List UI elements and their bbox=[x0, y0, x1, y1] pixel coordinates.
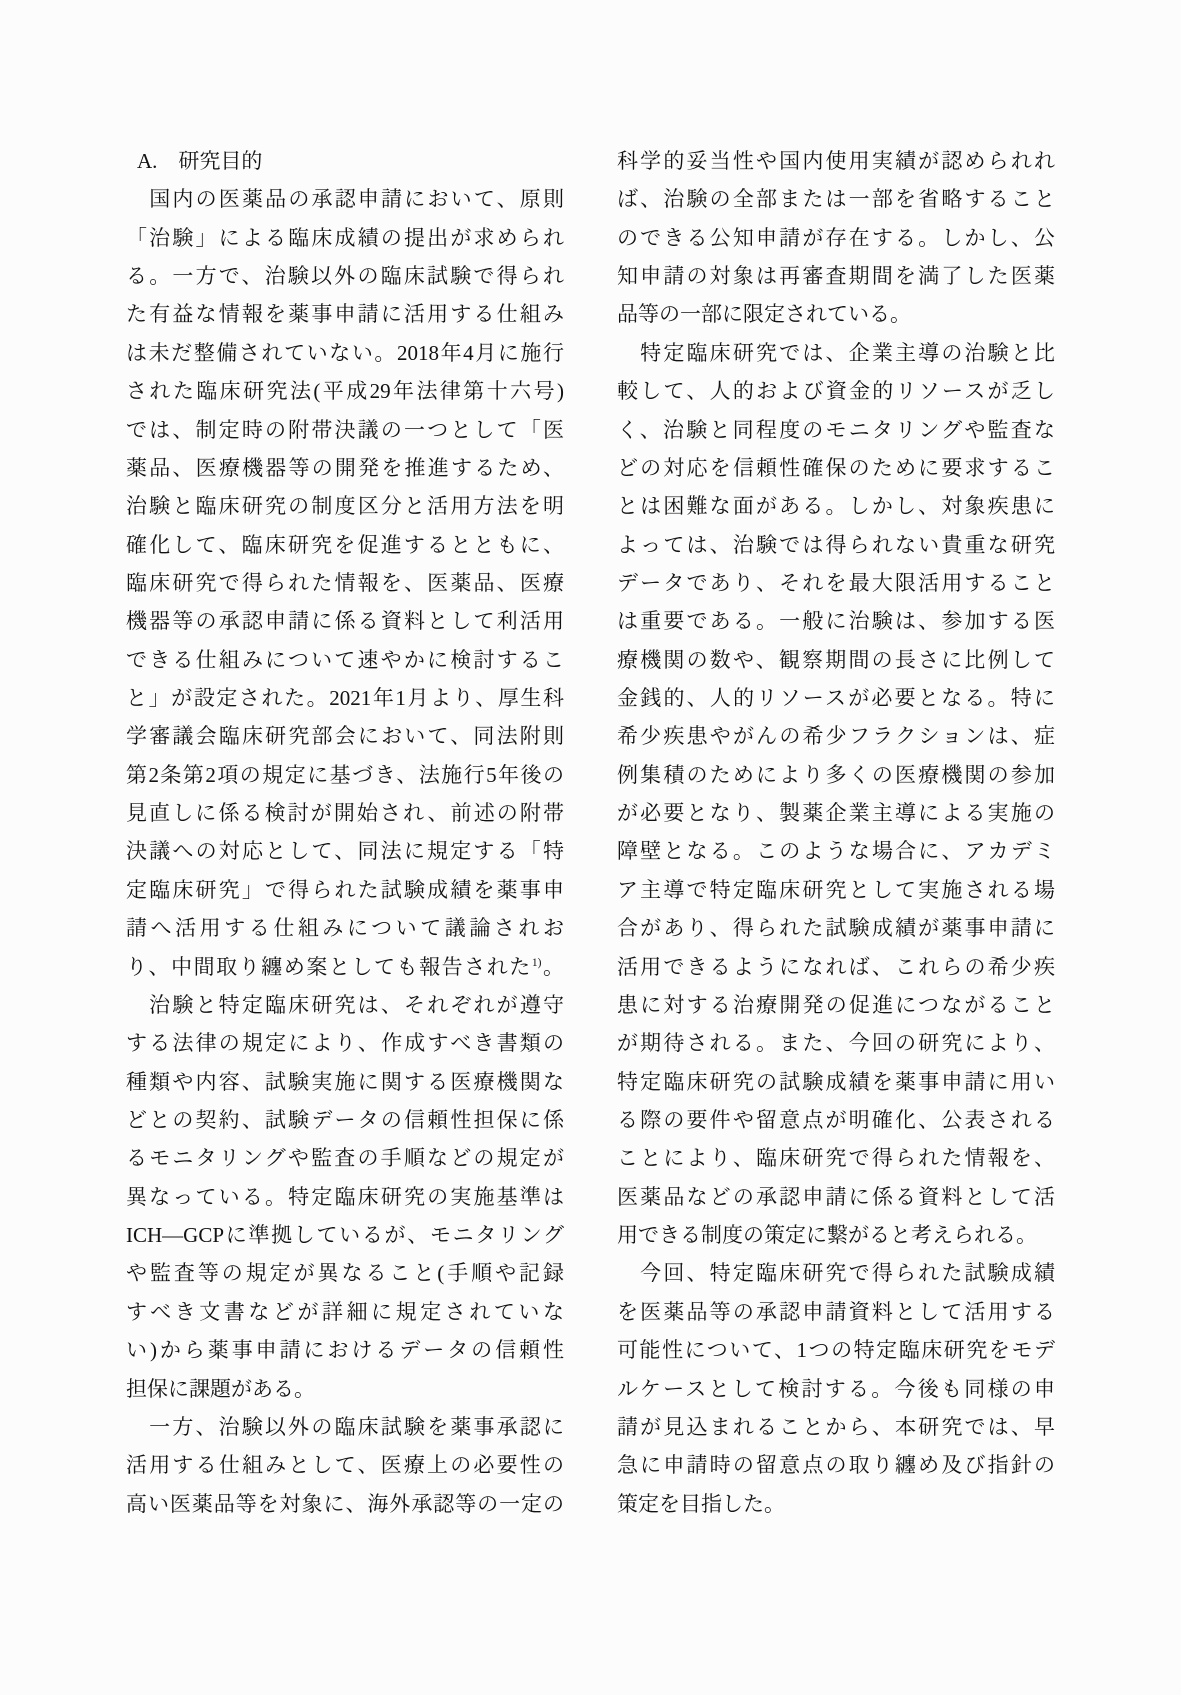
text-line: た有益な情報を薬事申請に活用する仕組み bbox=[126, 302, 564, 327]
text-line: る。一方で、治験以外の臨床試験で得られ bbox=[126, 264, 564, 289]
text-line: や監査等の規定が異なること(手順や記録 bbox=[126, 1261, 564, 1286]
text-line: 知申請の対象は再審査期間を満了した医薬 bbox=[617, 264, 1055, 289]
text-line: い)から薬事申請におけるデータの信頼性 bbox=[126, 1338, 564, 1363]
text-line: 品等の一部に限定されている。 bbox=[617, 302, 911, 327]
text-line: どとの契約、試験データの信頼性担保に係 bbox=[126, 1107, 564, 1132]
text-run: 。 bbox=[541, 954, 564, 979]
text-line: 第2条第2項の規定に基づき、法施行5年後の bbox=[126, 762, 564, 787]
text-line: 臨床研究で得られた情報を、医薬品、医療 bbox=[126, 570, 564, 595]
text-line: 特定臨床研究では、企業主導の治験と比 bbox=[617, 340, 1055, 365]
text-line: 合があり、得られた試験成績が薬事申請に bbox=[617, 916, 1055, 941]
text-line: 特定臨床研究の試験成績を薬事申請に用い bbox=[617, 1069, 1055, 1094]
text-line: よっては、治験では得られない貴重な研究 bbox=[617, 532, 1055, 557]
text-line: 担保に課題がある。 bbox=[126, 1376, 315, 1401]
column-left bbox=[126, 142, 564, 1523]
text-line: 希少疾患やがんの希少フラクションは、症 bbox=[617, 724, 1055, 749]
text-line: 例集積のためにより多くの医療機関の参加 bbox=[617, 762, 1055, 787]
text-line: るモニタリングや監査の手順などの規定が bbox=[126, 1146, 564, 1171]
text-line: 機器等の承認申請に係る資料として利活用 bbox=[126, 609, 564, 634]
text-line: 科学的妥当性や国内使用実績が認められれ bbox=[617, 149, 1055, 173]
text-line: 請が見込まれることから、本研究では、早 bbox=[617, 1414, 1055, 1439]
text-line: 治験と特定臨床研究は、それぞれが遵守 bbox=[126, 992, 564, 1017]
text-line: が期待される。また、今回の研究により、 bbox=[617, 1031, 1055, 1056]
text-line: 決議への対応として、同法に規定する「特 bbox=[126, 839, 564, 864]
text-line: と」が設定された。2021年1月より、厚生科 bbox=[126, 686, 564, 711]
text-line: 定臨床研究」で得られた試験成績を薬事申 bbox=[126, 877, 564, 902]
text-line: ア主導で特定臨床研究として実施される場 bbox=[617, 877, 1055, 902]
text-line: ば、治験の全部または一部を省略すること bbox=[617, 187, 1055, 212]
text-line: を医薬品等の承認申請資料として活用する bbox=[617, 1299, 1055, 1324]
text-line: は重要である。一般に治験は、参加する医 bbox=[617, 609, 1055, 634]
text-line: どの対応を信頼性確保のために要求するこ bbox=[617, 455, 1055, 480]
text-line: のできる公知申請が存在する。しかし、公 bbox=[617, 225, 1055, 250]
text-line: 種類や内容、試験実施に関する医療機関な bbox=[126, 1069, 564, 1094]
text-line: 薬品、医療機器等の開発を推進するため、 bbox=[126, 455, 564, 480]
text-line: 「治験」による臨床成績の提出が求められ bbox=[126, 225, 564, 250]
text-line: は未だ整備されていない。2018年4月に施行 bbox=[126, 340, 564, 365]
text-line: る際の要件や留意点が明確化、公表される bbox=[617, 1107, 1055, 1132]
section-heading: A. 研究目的 bbox=[137, 149, 263, 173]
text-line: 活用する仕組みとして、医療上の必要性の bbox=[126, 1453, 564, 1478]
text-line: 確化して、臨床研究を促進するとともに、 bbox=[126, 532, 564, 557]
text-line: 治験と臨床研究の制度区分と活用方法を明 bbox=[126, 494, 564, 519]
text-line: 国内の医薬品の承認申請において、原則 bbox=[126, 187, 564, 212]
column-left-text bbox=[126, 180, 564, 1523]
text-line: データであり、それを最大限活用すること bbox=[617, 570, 1055, 595]
text-line: する法律の規定により、作成すべき書類の bbox=[126, 1031, 564, 1056]
text-line: 医薬品などの承認申請に係る資料として活 bbox=[617, 1184, 1055, 1209]
text-line: 可能性について、1つの特定臨床研究をモデ bbox=[617, 1338, 1055, 1363]
text-line: 異なっている。特定臨床研究の実施基準は bbox=[126, 1184, 564, 1209]
text-line: く、治験と同程度のモニタリングや監査な bbox=[617, 417, 1055, 442]
text-line: 療機関の数や、観察期間の長さに比例して bbox=[617, 647, 1055, 672]
text-line: 活用できるようになれば、これらの希少疾 bbox=[617, 954, 1055, 979]
text-line: ルケースとして検討する。今後も同様の申 bbox=[617, 1376, 1055, 1401]
text-line: 一方、治験以外の臨床試験を薬事承認に bbox=[126, 1414, 564, 1439]
text-line: ICH―GCPに準拠しているが、モニタリング bbox=[126, 1223, 564, 1248]
text-line: 急に申請時の留意点の取り纏め及び指針の bbox=[617, 1453, 1055, 1478]
text-line: ことにより、臨床研究で得られた情報を、 bbox=[617, 1146, 1055, 1171]
text-line bbox=[126, 948, 564, 986]
text-line: 障壁となる。このような場合に、アカデミ bbox=[617, 839, 1055, 864]
column-right-text bbox=[617, 142, 1055, 1523]
column-right bbox=[617, 142, 1055, 1523]
text-line: 較して、人的および資金的リソースが乏し bbox=[617, 379, 1055, 404]
text-line: 策定を目指した。 bbox=[617, 1491, 785, 1516]
footnote-ref: 1) bbox=[531, 956, 542, 969]
text-run: り、中間取り纏め案としても報告された bbox=[126, 954, 532, 979]
text-line: 見直しに係る検討が開始され、前述の附帯 bbox=[126, 801, 564, 826]
text-line: 請へ活用する仕組みについて議論されお bbox=[126, 916, 564, 941]
text-line: 金銭的、人的リソースが必要となる。特に bbox=[617, 686, 1055, 711]
text-line: 学審議会臨床研究部会において、同法附則 bbox=[126, 724, 564, 749]
text-line: 用できる制度の策定に繋がると考えられる。 bbox=[617, 1223, 1037, 1248]
text-line: では、制定時の附帯決議の一つとして「医 bbox=[126, 417, 564, 442]
text-line: 患に対する治療開発の促進につながること bbox=[617, 992, 1055, 1017]
text-line: とは困難な面がある。しかし、対象疾患に bbox=[617, 494, 1055, 519]
text-line: が必要となり、製薬企業主導による実施の bbox=[617, 801, 1055, 826]
text-line: 今回、特定臨床研究で得られた試験成績 bbox=[617, 1261, 1055, 1286]
text-line: された臨床研究法(平成29年法律第十六号) bbox=[126, 379, 564, 404]
text-line: すべき文書などが詳細に規定されていな bbox=[126, 1299, 564, 1324]
text-line: 高い医薬品等を対象に、海外承認等の一定の bbox=[126, 1491, 564, 1516]
text-line: できる仕組みについて速やかに検討するこ bbox=[126, 647, 564, 672]
